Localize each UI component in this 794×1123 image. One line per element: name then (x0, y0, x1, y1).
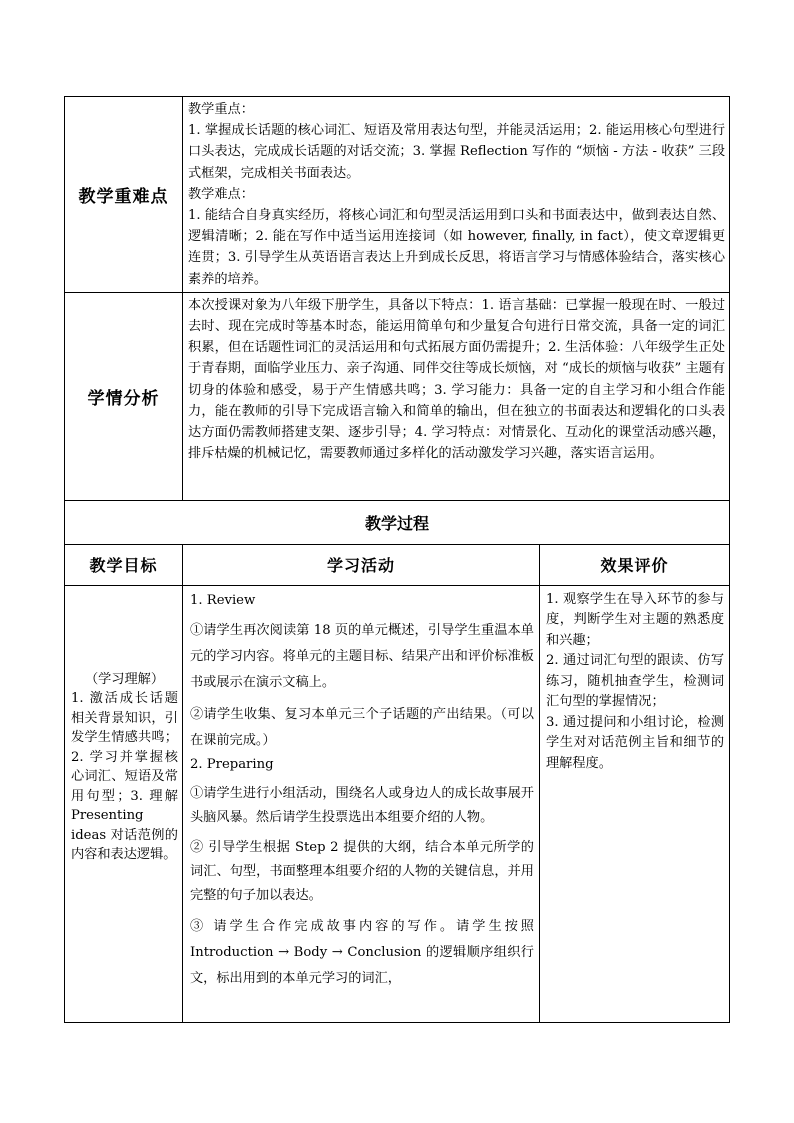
goal-text: 1. 激活成长话题相关背景知识，引发学生情感共鸣；2. 学习并掌握核心词汇、短语及常用句型；3. 理解 Presenting ideas 对话范例的内容和表达逻辑。 (71, 691, 178, 863)
lesson-plan-table (64, 96, 730, 1023)
key-points-row (65, 97, 730, 293)
activity-item: ② 引导学生根据 Step 2 提供的大纲，结合本单元所学的词汇、句型，书面整理本组要介绍的人物的关键信息，并用完整的句子加以表达。 (190, 839, 534, 903)
activity-item: ③ 请学生合作完成故事内容的写作。请学生按照 Introduction → Body → Conclusion 的逻辑顺序组织行文，标出用到的本单元学习的词汇， (190, 918, 534, 986)
goal-cell (65, 585, 183, 1022)
student-analysis-text: 本次授课对象为八年级下册学生，具备以下特点：1. 语言基础：已掌握一般现在时、一般过去时、现在完成时等基本时态，能运用简单句和少量复合句进行日常交流，具备一定的词汇积累，但在话题性词汇的灵活运用和句式拓展方面仍需提升；2. 生活体验：八年级学生正处于青春期，面临学业压力、亲子沟通、同伴交往等成长烦恼，对 “成长的烦恼与收获” 主题有切身的体验和感受，易于产生情感共鸣；3. 学习能力：具备一定的自主学习和小组合作能力，能在教师的引导下完成语言输入和简单的输出，但在独立的书面表达和逻辑化的口头表达方面仍需教师搭建支架、逐步引导；4. 学习特点：对情景化、互动化的课堂活动感兴趣，排斥枯燥的机械记忆，需要教师通过多样化的活动激发学习兴趣，落实语言运用。 (183, 292, 730, 500)
activity-item: ②请学生收集、复习本单元三个子话题的产出结果。（可以在课前完成。） (190, 706, 534, 748)
evaluation-header: 效果评价 (540, 544, 730, 585)
student-analysis-row (65, 292, 730, 500)
key-points-content (183, 97, 730, 293)
activity-item: ①请学生再次阅读第 18 页的单元概述，引导学生重温本单元的学习内容。将单元的主题目标、结果产出和评价标准板书或展示在演示文稿上。 (190, 622, 534, 690)
difficulty-heading: 教学难点： (188, 186, 254, 202)
key-focus-text: 1. 掌握成长话题的核心词汇、短语及常用表达句型，并能灵活运用；2. 能运用核心句型进行口头表达，完成成长话题的对话交流；3. 掌握 Reflection 写作的 “烦恼 - 方法 - 收获” 三段式框架，完成相关书面表达。 (188, 123, 726, 181)
key-focus-heading: 教学重点： (188, 102, 254, 117)
process-content-row (65, 585, 730, 1022)
student-analysis-label: 学情分析 (65, 292, 183, 500)
process-header-row (65, 544, 730, 585)
goal-title: （学习理解） (84, 671, 165, 687)
process-banner-row (65, 500, 730, 544)
activity-step-preparing: 2. Preparing (190, 756, 274, 772)
evaluation-item: 2. 通过词汇句型的跟读、仿写练习，随机抽查学生，检测词汇句型的掌握情况； (546, 653, 725, 710)
activity-step-review: 1. Review (190, 592, 256, 608)
process-banner: 教学过程 (65, 500, 730, 544)
activity-item: ①请学生进行小组活动，围绕名人或身边人的成长故事展开头脑风暴。然后请学生投票选出本组要介绍的人物。 (190, 785, 534, 825)
activity-cell (183, 585, 540, 1022)
activity-header: 学习活动 (183, 544, 540, 585)
difficulty-text: 1. 能结合自身真实经历，将核心词汇和句型灵活运用到口头和书面表达中，做到表达自然、逻辑清晰；2. 能在写作中适当运用连接词（如 however, finally, in fact），使文章逻辑更连贯；3. 引导学生从英语语言表达上升到成长反思，将语言学习与情感体验结合，落实核心素养的培养。 (188, 208, 726, 287)
evaluation-cell (540, 585, 730, 1022)
goal-header: 教学目标 (65, 544, 183, 585)
evaluation-item: 1. 观察学生在导入环节的参与度，判断学生对主题的熟悉度和兴趣； (546, 591, 725, 648)
key-points-label: 教学重难点 (65, 97, 183, 293)
evaluation-item: 3. 通过提问和小组讨论，检测学生对对话范例主旨和细节的理解程度。 (546, 714, 725, 771)
